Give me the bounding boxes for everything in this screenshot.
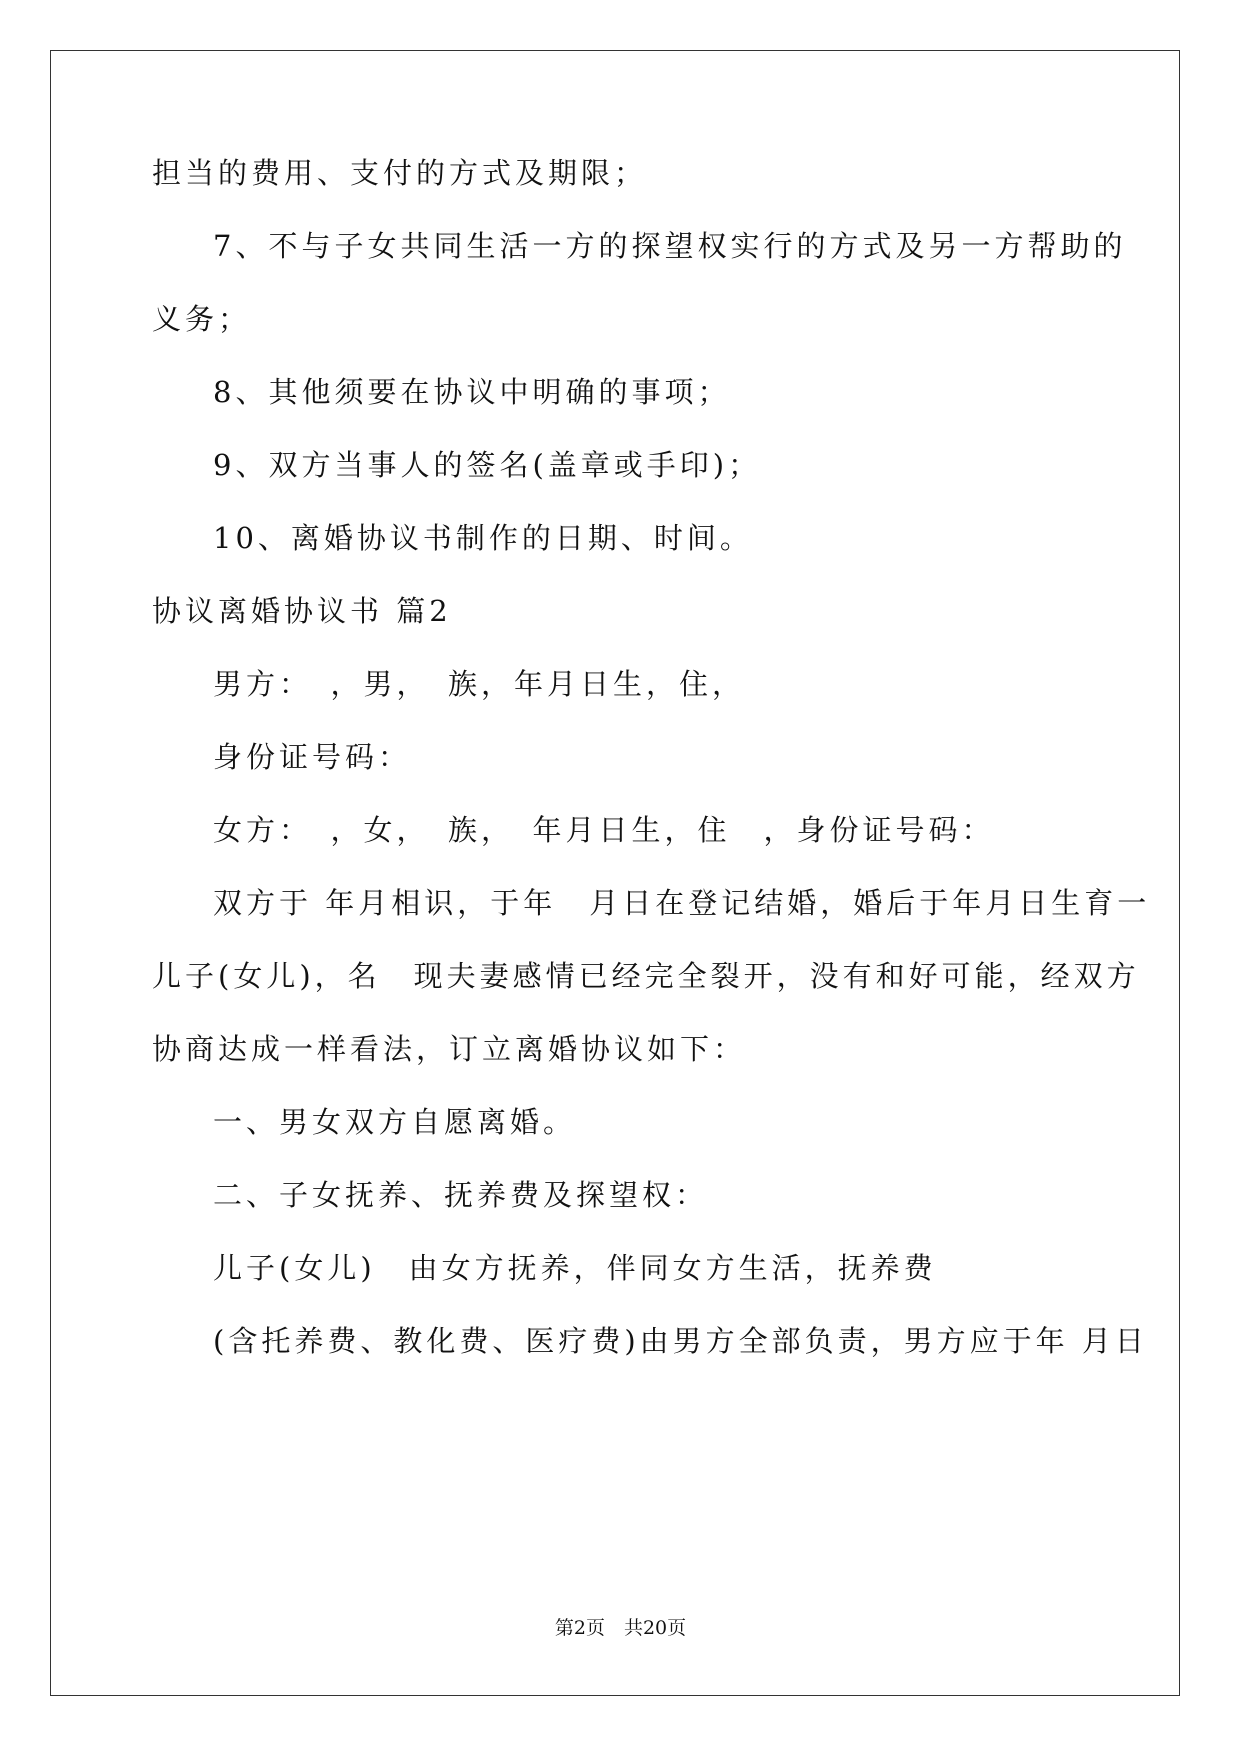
text-line: 协商达成一样看法，订立离婚协议如下： <box>152 1032 747 1066</box>
text-line: (含托养费、教化费、医疗费)由男方全部负责，男方应于年 月日 <box>213 1324 1148 1358</box>
text-line: 9、双方当事人的签名(盖章或手印)； <box>213 448 762 482</box>
text-line: 男方： ，男， 族，年月日生，住， <box>213 667 746 701</box>
text-line: 8、其他须要在协议中明确的事项； <box>213 375 731 409</box>
text-line: 义务； <box>152 302 252 336</box>
text-line: 身份证号码： <box>213 740 412 774</box>
text-line: 双方于 年月相识，于年 月日在登记结婚，婚后于年月日生育一 <box>213 886 1151 920</box>
text-line: 儿子(女儿) 由女方抚养，伴同女方生活，抚养费 <box>213 1251 937 1285</box>
text-line: 二、子女抚养、抚养费及探望权： <box>213 1178 709 1212</box>
text-line: 10、离婚协议书制作的日期、时间。 <box>213 521 753 555</box>
page-number-footer: 第2页 共20页 <box>554 1617 687 1639</box>
text-line: 女方： ，女， 族， 年月日生，住 ，身份证号码： <box>213 813 995 847</box>
text-line: 儿子(女儿)，名 现夫妻感情已经完全裂开，没有和好可能，经双方 <box>152 959 1140 993</box>
text-line: 7、不与子女共同生活一方的探望权实行的方式及另一方帮助的 <box>213 229 1127 263</box>
text-line: 担当的费用、支付的方式及期限； <box>152 156 648 190</box>
section-heading: 协议离婚协议书 篇2 <box>152 594 452 628</box>
page-border <box>50 50 1180 1696</box>
text-line: 一、男女双方自愿离婚。 <box>213 1105 577 1139</box>
